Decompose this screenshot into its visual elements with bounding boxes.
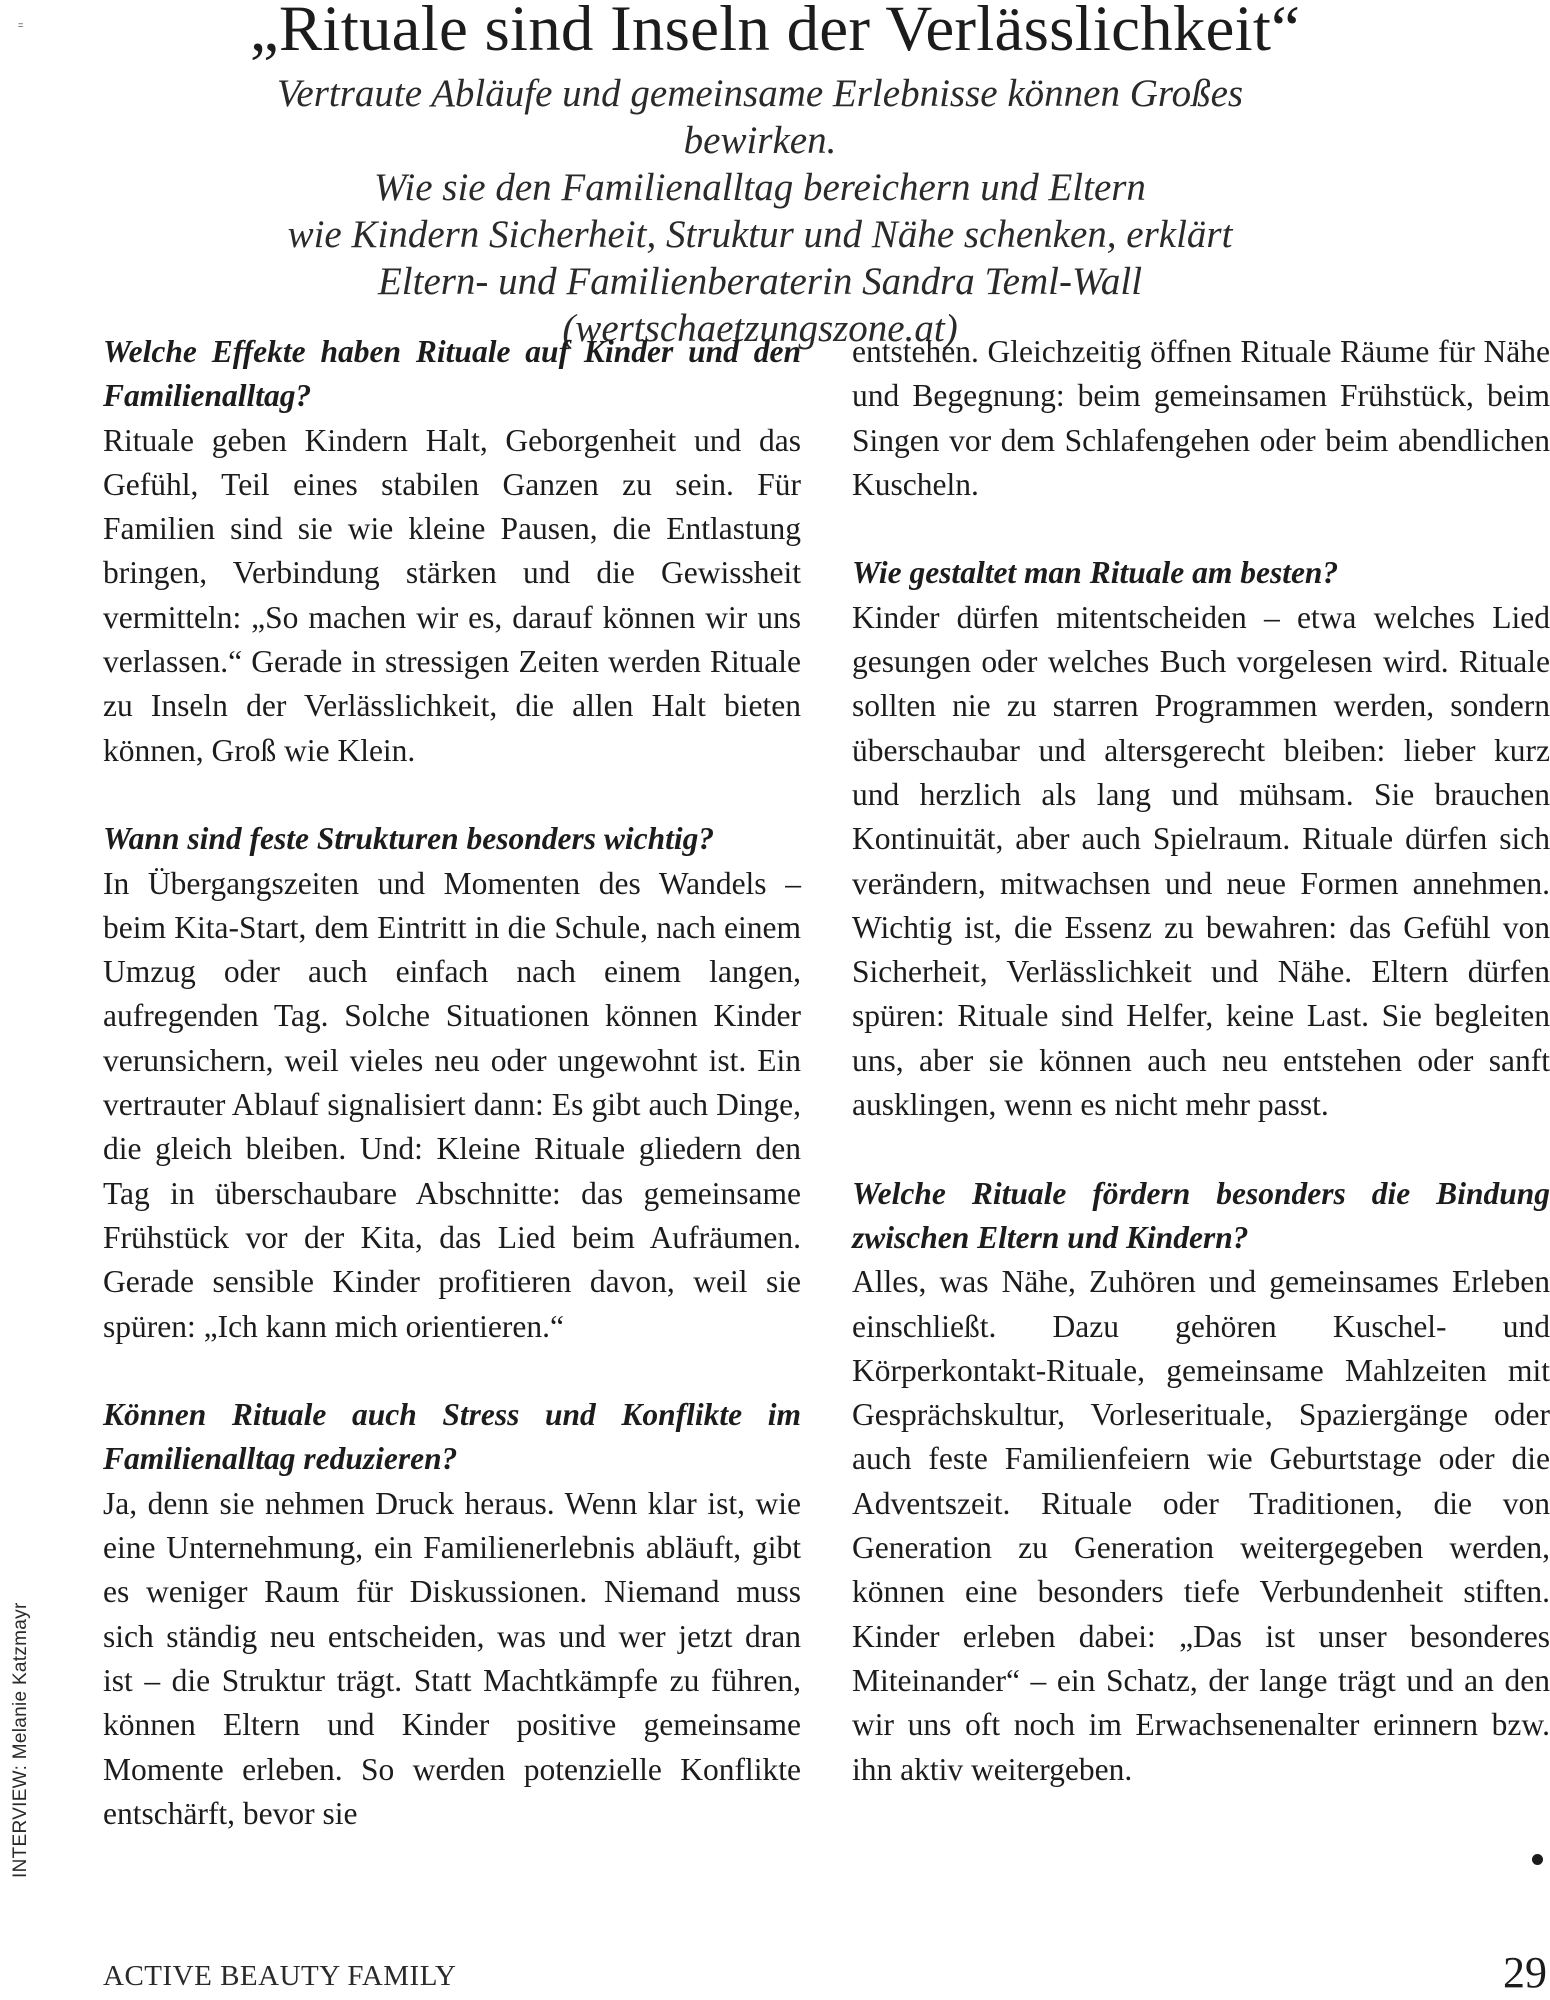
left-column <box>103 330 801 1836</box>
corner-mark: = <box>18 20 24 30</box>
question-effects: Welche Effekte haben Rituale auf Kinder und den Familienalltag? <box>103 334 801 414</box>
interview-credit: INTERVIEW: Melanie Katzmayr <box>10 1602 31 1878</box>
right-column <box>852 330 1550 1792</box>
intro-line: wie Kindern Sicherheit, Struktur und Nähe schenken, erklärt <box>287 213 1233 256</box>
intro-line: (wertschaetzungszone.at) <box>562 307 958 350</box>
page-number: 29 <box>1503 1948 1547 1997</box>
question-stress: Können Rituale auch Stress und Konflikte im Familienalltag reduzieren? <box>103 1397 801 1477</box>
magazine-name: ACTIVE BEAUTY FAMILY <box>103 1960 457 1992</box>
intro-line: Eltern- und Familienberaterin Sandra Teml-Wall <box>377 260 1143 303</box>
question-design: Wie gestaltet man Rituale am besten? <box>852 555 1339 591</box>
intro-line: Vertraute Abläufe und gemeinsame Erlebnisse können Großes bewirken. <box>276 72 1244 162</box>
intro-line: Wie sie den Familienalltag bereichern und Eltern <box>374 166 1146 209</box>
article-intro <box>210 70 1310 352</box>
answer-stress: Ja, denn sie nehmen Druck heraus. Wenn klar ist, wie eine Unternehmung, ein Familienerlebnis abläuft, gibt es weniger Raum für Diskussionen. Niemand muss sich ständig neu entscheiden, was und wer jetzt dran ist – die Struktur trägt. Statt Machtkämpfe zu führen, können Eltern und Kinder positive gemeinsame Momente erleben. So werden potenzielle Konflikte entschärft, bevor sie <box>103 1485 801 1831</box>
answer-design: Kinder dürfen mitentscheiden – etwa welches Lied gesungen oder welches Buch vorgelesen wird. Rituale sollten nie zu starren Programmen werden, sondern überschaubar und altersgerecht bleiben: lieber kurz und herzlich als lang und mühsam. Sie brauchen Kontinuität, aber auch Spielraum. Rituale dürfen sich verändern, mitwachsen und neue Formen annehmen. Wichtig ist, die Essenz zu bewahren: das Gefühl von Sicherheit, Verlässlichkeit und Nähe. Eltern dürfen spüren: Rituale sind Helfer, keine Last. Sie begleiten uns, aber sie können auch neu entstehen oder sanft ausklingen, wenn es nicht mehr passt. <box>852 599 1550 1123</box>
answer-stress-continued: entstehen. Gleichzeitig öffnen Rituale Räume für Nähe und Begegnung: beim gemeinsamen Frühstück, beim Singen vor dem Schlafengehen oder beim abendlichen Kuscheln. <box>852 334 1550 502</box>
question-bonding: Welche Rituale fördern besonders die Bindung zwischen Eltern und Kindern? <box>852 1175 1550 1255</box>
article-title: „Rituale sind Inseln der Verlässlichkeit“ <box>249 0 1301 65</box>
answer-structures: In Übergangszeiten und Momenten des Wandels – beim Kita-Start, dem Eintritt in die Schule, nach einem Umzug oder auch einfach nach einem langen, aufregenden Tag. Solche Situationen können Kinder verunsichern, weil vieles neu oder ungewohnt ist. Ein vertrauter Ablauf signalisiert dann: Es gibt auch Dinge, die gleich bleiben. Und: Kleine Rituale gliedern den Tag in überschaubare Abschnitte: das gemeinsame Frühstück vor der Kita, das Lied beim Aufräumen. Gerade sensible Kinder profitieren davon, weil sie spüren: „Ich kann mich orientieren.“ <box>103 865 801 1344</box>
end-bullet-icon <box>1532 1854 1543 1865</box>
answer-bonding: Alles, was Nähe, Zuhören und gemeinsames Erleben einschließt. Dazu gehören Kuschel- und Körperkontakt-Rituale, gemeinsame Mahlzeiten mit Gesprächskultur, Vorleserituale, Spaziergänge oder auch feste Familienfeiern wie Geburtstage oder die Adventszeit. Rituale oder Traditionen, die von Generation zu Generation weitergegeben werden, können eine besonders tiefe Verbundenheit stiften. Kinder erleben dabei: „Das ist unser besonderes Miteinander“ – ein Schatz, der lange trägt und an den wir uns oft noch im Erwachsenenalter erinnern bzw. ihn aktiv weitergeben. <box>852 1264 1550 1787</box>
question-structures: Wann sind feste Strukturen besonders wichtig? <box>103 821 715 857</box>
answer-effects: Rituale geben Kindern Halt, Geborgenheit und das Gefühl, Teil eines stabilen Ganzen zu sein. Für Familien sind sie wie kleine Pausen, die Entlastung bringen, Verbindung stärken und die Gewissheit vermitteln: „So machen wir es, darauf können wir uns verlassen.“ Gerade in stressigen Zeiten werden Rituale zu Inseln der Verlässlichkeit, die allen Halt bieten können, Groß wie Klein. <box>103 422 801 768</box>
